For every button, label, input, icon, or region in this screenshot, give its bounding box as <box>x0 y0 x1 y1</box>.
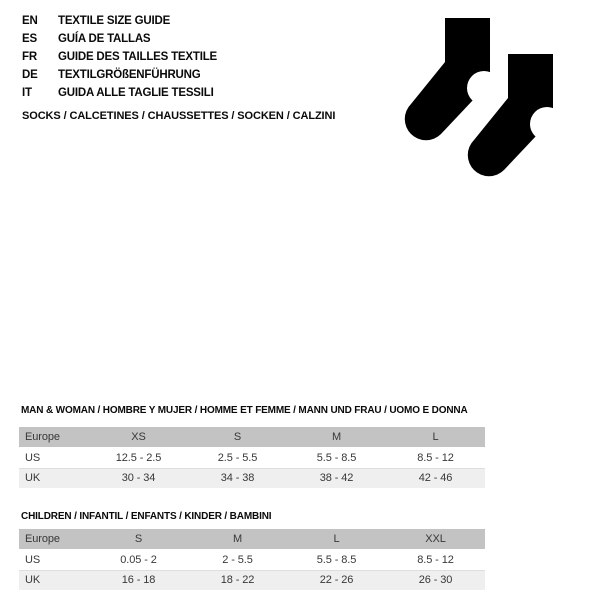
size-table-children <box>19 529 485 590</box>
language-code: DE <box>22 69 38 81</box>
category-line: SOCKS / CALCETINES / CHAUSSETTES / SOCKEN / CALZINI <box>22 110 336 122</box>
header-region: Europe <box>25 431 60 443</box>
language-row-de <box>22 66 217 84</box>
row-label: US <box>25 554 41 566</box>
size-value: 0.05 - 2 <box>120 554 157 566</box>
language-label: GUIDE DES TAILLES TEXTILE <box>58 51 217 63</box>
language-label: TEXTILE SIZE GUIDE <box>58 15 171 27</box>
language-code: EN <box>22 15 38 27</box>
size-value: 2.5 - 5.5 <box>217 452 258 464</box>
size-value: 2 - 5.5 <box>222 554 253 566</box>
header-size: M <box>331 431 342 443</box>
size-value: 38 - 42 <box>319 472 354 484</box>
language-row-es <box>22 30 217 48</box>
header-size: L <box>333 533 340 545</box>
language-row-fr <box>22 48 217 66</box>
table-header-row <box>19 529 485 549</box>
row-label: US <box>25 452 41 464</box>
table-row-us <box>19 550 485 570</box>
table-row-uk <box>19 570 485 590</box>
header-size: S <box>233 431 242 443</box>
language-code: ES <box>22 33 37 45</box>
size-value: 34 - 38 <box>220 472 255 484</box>
language-row-en <box>22 12 217 30</box>
header-size: XXL <box>425 533 446 545</box>
size-value: 42 - 46 <box>418 472 453 484</box>
row-label: UK <box>25 472 41 484</box>
table-header-row <box>19 427 485 447</box>
header-size: S <box>134 533 143 545</box>
size-value: 16 - 18 <box>121 574 156 586</box>
language-label: TEXTILGRÖßENFÜHRUNG <box>58 69 201 81</box>
size-value: 18 - 22 <box>220 574 255 586</box>
language-list <box>22 12 217 102</box>
header-region: Europe <box>25 533 60 545</box>
language-label: GUÍA DE TALLAS <box>58 33 151 45</box>
size-value: 8.5 - 12 <box>417 452 454 464</box>
language-label: GUIDA ALLE TAGLIE TESSILI <box>58 87 214 99</box>
header-size: M <box>232 533 243 545</box>
size-value: 8.5 - 12 <box>417 554 454 566</box>
table-row-uk <box>19 468 485 488</box>
size-value: 5.5 - 8.5 <box>316 554 357 566</box>
size-value: 26 - 30 <box>418 574 453 586</box>
header-size: XS <box>131 431 146 443</box>
size-value: 12.5 - 2.5 <box>115 452 162 464</box>
table-title-children: CHILDREN / INFANTIL / ENFANTS / KINDER / BAMBINI <box>21 511 272 522</box>
table-row-us <box>19 448 485 468</box>
size-value: 30 - 34 <box>121 472 156 484</box>
size-value: 5.5 - 8.5 <box>316 452 357 464</box>
language-row-it <box>22 84 217 102</box>
header-size: L <box>432 431 439 443</box>
size-table-man-woman <box>19 427 485 488</box>
size-value: 22 - 26 <box>319 574 354 586</box>
row-label: UK <box>25 574 41 586</box>
language-code: FR <box>22 51 37 63</box>
table-title-man-woman: MAN & WOMAN / HOMBRE Y MUJER / HOMME ET FEMME / MANN UND FRAU / UOMO E DONNA <box>21 405 468 416</box>
socks-icon <box>400 10 570 180</box>
language-code: IT <box>22 87 32 99</box>
